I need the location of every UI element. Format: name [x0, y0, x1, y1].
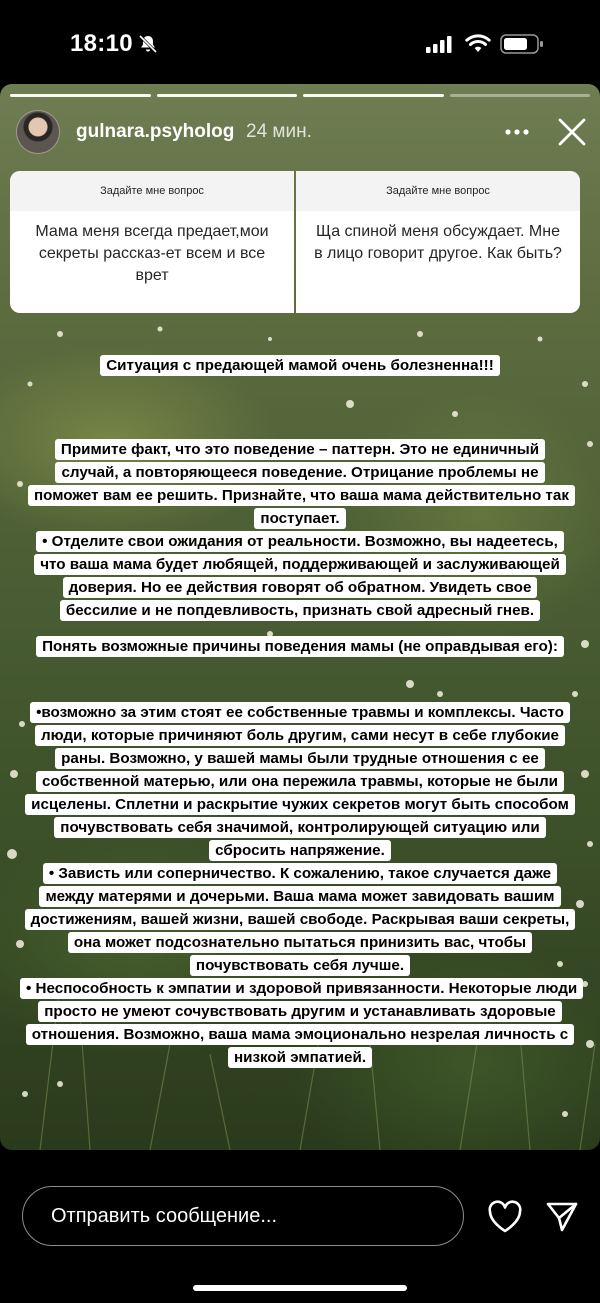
- send-icon[interactable]: [545, 1199, 579, 1233]
- username[interactable]: gulnara.psyholog: [76, 121, 235, 142]
- close-icon[interactable]: [556, 116, 588, 148]
- story-header: [0, 104, 600, 160]
- reply-input[interactable]: [22, 1186, 464, 1246]
- status-bar: [0, 0, 600, 84]
- post-time: 24 мин.: [246, 121, 312, 142]
- reply-placeholder: Отправить сообщение...: [51, 1204, 278, 1227]
- progress-segment: [157, 94, 298, 97]
- progress-segment: [10, 94, 151, 97]
- story-progress: [10, 94, 590, 97]
- avatar[interactable]: [16, 110, 60, 154]
- question-card: [296, 171, 580, 313]
- story-text-3: •возможно за этим стоят ее собственные травмы и комплексы. Часто люди, которые причиняют боль другим, сами несут в себе глубокие раны. Возможно, у вашей мамы были трудные отношения с ее собственной матерью, или она пережила травмы, которые не были исцелены. Сплетни и раскрытие чужих секретов могут быть способом почувствовать себя значимой, контролирующей ситуацию или сбросить напряжение. • Зависть или соперничество. К сожалению, такое случается даже между матерями и дочерьми. Ваша мама может завидовать вашим достижениям, вашей жизни, вашей свободе. Раскрывая ваши секреты, она может подсознательно пытаться принизить вас, чтобы почувствовать себя лучше. • Неспособность к эмпатии и здоровой привязанности. Некоторые люди просто не умеют сочувствовать другим и устанавливать здоровые отношения. Возможно, ваша мама эмоционально незрелая личность с низкой эмпатией.: [20, 702, 583, 1068]
- status-time: 18:10: [70, 30, 133, 57]
- more-options-icon[interactable]: [500, 120, 534, 144]
- question-card-heading: Задайте мне вопрос: [10, 171, 294, 211]
- story-text-block: [0, 438, 600, 622]
- heart-icon[interactable]: [487, 1200, 523, 1234]
- question-text: Ща спиной меня обсуждает. Мне в лицо говорит другое. Как быть?: [314, 223, 562, 262]
- story-text-1: Примите факт, что это поведение – паттерн. Это не единичный случай, а повторяющееся поведение. Отрицание проблемы не поможет вам ее решить. Признайте, что ваша мама действительно так поступает. • Отделите свои ожидания от реальности. Возможно, вы надеетесь, что ваша мама будет любящей, поддерживающей и заслуживающей доверия. Но ее действия говорят об обратном. Увидеть свое бессилие и не попдевливость, признать свой адресный гнев.: [28, 439, 575, 621]
- story-title: Ситуация с предающей мамой очень болезненна!!!: [100, 355, 500, 376]
- progress-segment: [303, 94, 444, 97]
- signal-icon: [426, 36, 452, 53]
- wifi-icon: [465, 33, 491, 53]
- story-text-block: [0, 635, 600, 658]
- battery-icon: [500, 34, 544, 54]
- story-text-2: Понять возможные причины поведения мамы (не оправдывая его):: [36, 636, 564, 657]
- progress-segment: [450, 94, 591, 97]
- story-text-block: [0, 701, 600, 1069]
- bell-off-icon: [138, 34, 158, 54]
- story-viewer[interactable]: [0, 84, 600, 1150]
- home-indicator[interactable]: [193, 1285, 407, 1291]
- question-card-heading: Задайте мне вопрос: [296, 171, 580, 211]
- story-title-text: [0, 354, 600, 377]
- question-text: Мама меня всегда предает,мои секреты рассказ-ет всем и все врет: [35, 223, 269, 284]
- question-card: [10, 171, 294, 313]
